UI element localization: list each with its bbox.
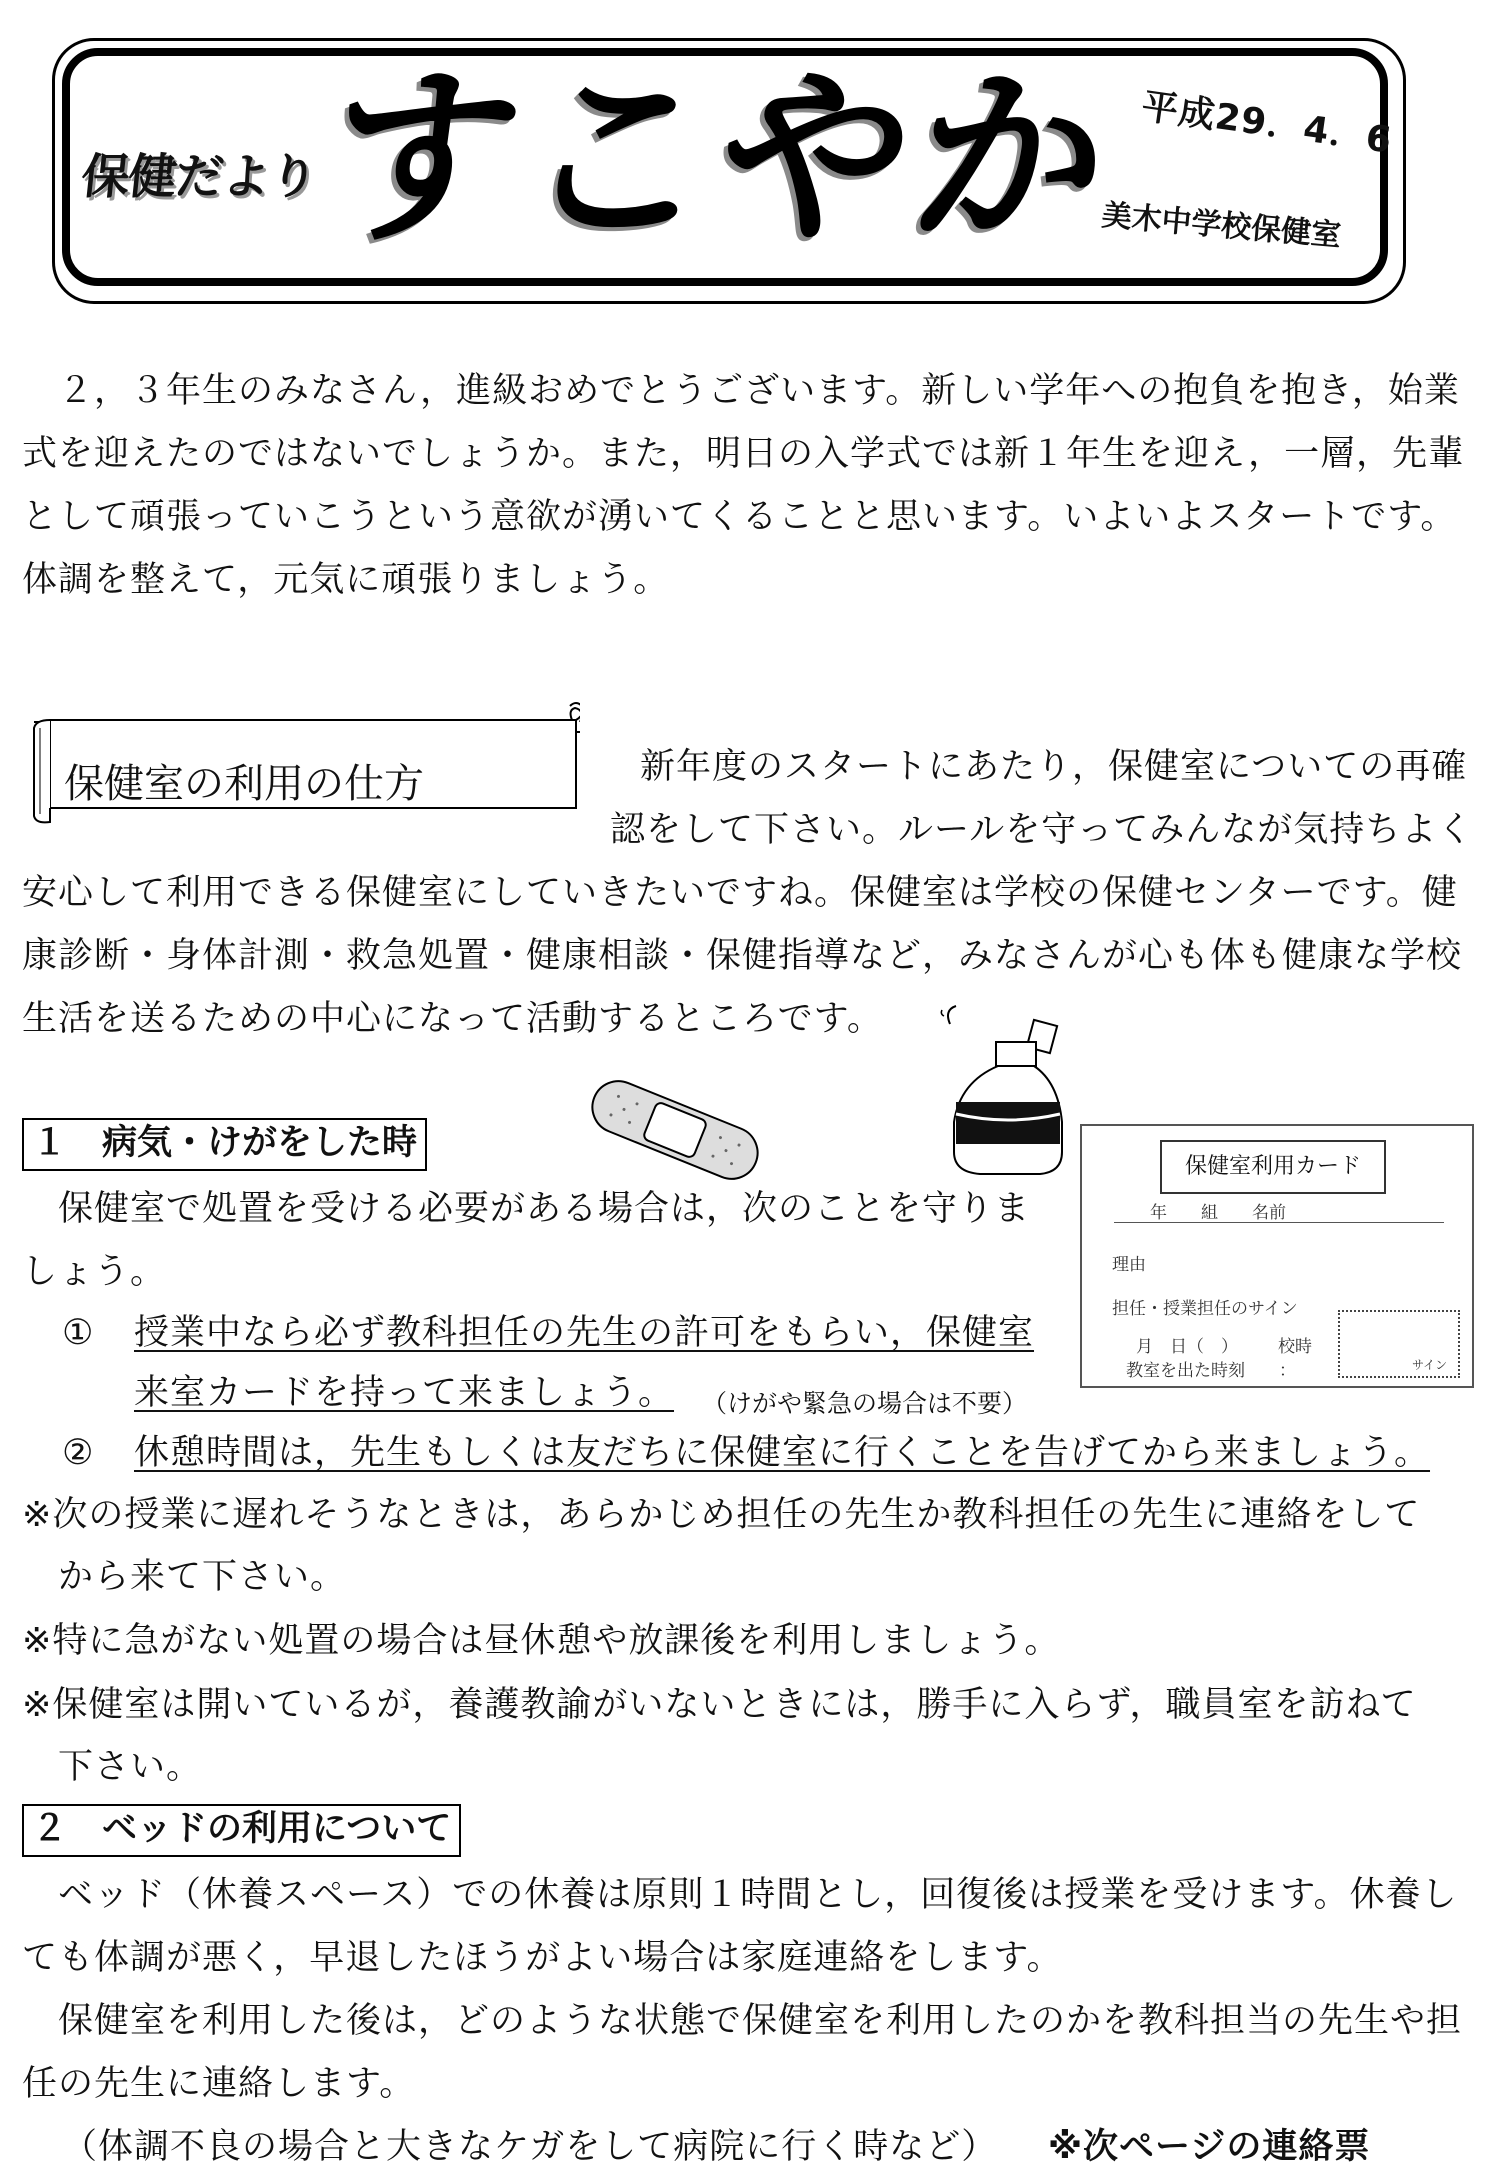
school-name: 美木中学校保健室 bbox=[1100, 197, 1343, 254]
intro-line: ２，３年生のみなさん，進級おめでとうございます。新しい学年への抱負を抱き，始業 bbox=[22, 371, 1460, 411]
visit-card-row: 校時 bbox=[1278, 1337, 1312, 1357]
section2-heading: ２ ベッドの利用について bbox=[22, 1804, 461, 1857]
intro-line: として頑張っていこうという意欲が湧いてくることと思います。いよいよスタートです。 bbox=[22, 497, 1457, 537]
note-line: 下さい。 bbox=[22, 1747, 203, 1787]
section1-line: しょう。 bbox=[22, 1252, 167, 1292]
item1-number: ① bbox=[62, 1313, 95, 1353]
visit-card-row: 年 組 名前 bbox=[1150, 1203, 1286, 1223]
section1-line: 保健室で処置を受ける必要がある場合は，次のことを守りま bbox=[22, 1189, 1031, 1229]
item2-text: 休憩時間は，先生もしくは友だちに保健室に行くことを告げてから来ましょう。 bbox=[134, 1433, 1431, 1473]
section2-line: ベッド（休養スペース）での休養は原則１時間とし，回復後は授業を受けます。休養し bbox=[22, 1875, 1458, 1915]
usage-heading: 保健室の利用の仕方 bbox=[64, 761, 424, 807]
section2-line: ても体調が悪く，早退したほうがよい場合は家庭連絡をします。 bbox=[22, 1938, 1063, 1978]
visit-card-row: 理由 bbox=[1112, 1255, 1146, 1275]
intro-line: 式を迎えたのではないでしょうか。また，明日の入学式では新１年生を迎え，一層，先輩 bbox=[22, 434, 1465, 474]
disinfectant-bottle-illustration bbox=[940, 1002, 1070, 1182]
visit-card-title: 保健室利用カード bbox=[1160, 1140, 1386, 1194]
next-page-reference: ※次ページの連絡票 bbox=[1048, 2127, 1371, 2167]
section2-line: 保健室を利用した後は，どのような状態で保健室を利用したのかを教科担当の先生や担 bbox=[22, 2001, 1463, 2041]
section2-note: （体調不良の場合と大きなケガをして病院に行く時など） bbox=[62, 2127, 998, 2167]
newsletter-subtitle: 保健だより bbox=[78, 149, 320, 205]
item2-number: ② bbox=[62, 1433, 95, 1473]
usage-line: 生活を送るための中心になって活動するところです。 bbox=[22, 999, 883, 1039]
section2-line: 任の先生に連絡します。 bbox=[22, 2064, 416, 2104]
visit-card-row: 月 日（ ） bbox=[1136, 1337, 1238, 1357]
item1-text: 授業中なら必ず教科担任の先生の許可をもらい，保健室 bbox=[134, 1313, 1035, 1353]
newsletter-title: すこやか bbox=[312, 48, 1128, 269]
usage-line: 認をして下さい。ルールを守ってみんなが気持ちよく bbox=[610, 810, 1474, 850]
note-line: ※特に急がない処置の場合は昼休憩や放課後を利用しましょう。 bbox=[22, 1621, 1061, 1661]
visit-card-sign-label: サイン bbox=[1412, 1358, 1448, 1372]
bandage-illustration bbox=[580, 1070, 770, 1190]
usage-line: 安心して利用できる保健室にしていきたいですね。保健室は学校の保健センターです。健 bbox=[22, 873, 1458, 913]
usage-line: 新年度のスタートにあたり，保健室についての再確 bbox=[640, 747, 1468, 787]
item1-note: （けがや緊急の場合は不要） bbox=[702, 1389, 1028, 1418]
visit-card-row: 担任・授業担任のサイン bbox=[1112, 1299, 1298, 1319]
visit-card-row: 教室を出た時刻 ： bbox=[1126, 1361, 1296, 1381]
note-line: ※保健室は開いているが，養護教諭がいないときには，勝手に入らず，職員室を訪ねて bbox=[22, 1685, 1417, 1725]
note-line: ※次の授業に遅れそうなときは，あらかじめ担任の先生か教科担任の先生に連絡をして bbox=[22, 1495, 1421, 1535]
usage-line: 康診断・身体計測・救急処置・健康相談・保健指導など，みなさんが心も体も健康な学校 bbox=[22, 936, 1463, 976]
note-line: から来て下さい。 bbox=[22, 1557, 347, 1597]
section1-heading: １ 病気・けがをした時 bbox=[22, 1118, 427, 1171]
intro-line: 体調を整えて，元気に頑張りましょう。 bbox=[22, 560, 670, 600]
issue-date: 平成29．4．6 bbox=[1139, 85, 1395, 162]
item1-text-cont: 来室カードを持って来ましょう。 bbox=[134, 1373, 675, 1413]
